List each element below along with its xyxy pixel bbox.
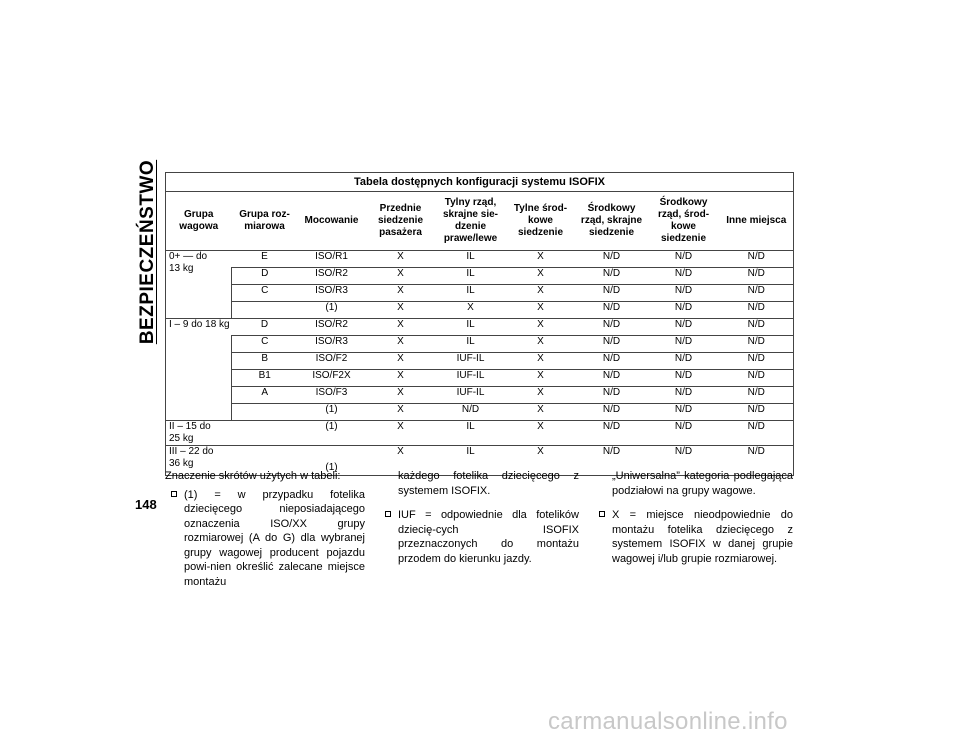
table-cell: ISO/R3 <box>298 336 366 353</box>
table-cell: B <box>232 353 298 370</box>
column-header: Środkowy rząd, środ- kowe siedzenie <box>648 192 720 251</box>
column-header: Tylny rząd, skrajne sie- dzenie prawe/lewe <box>436 192 506 251</box>
column-header: Inne miejsca <box>720 192 794 251</box>
table-cell: ISO/R2 <box>298 319 366 336</box>
table-cell: X <box>436 302 506 319</box>
table-cell: N/D <box>576 268 648 285</box>
table-cell: N/D <box>720 370 794 387</box>
table-row <box>166 370 794 387</box>
table-cell: X <box>506 353 576 370</box>
table-cell: X <box>366 302 436 319</box>
table-body <box>166 251 794 476</box>
table-row <box>166 336 794 353</box>
watermark: carmanualsonline.info <box>548 708 788 735</box>
column-header: Mocowanie <box>298 192 366 251</box>
table-cell: X <box>506 285 576 302</box>
notes-column-2 <box>379 469 579 566</box>
table-cell: X <box>506 446 576 476</box>
table-cell: C <box>232 285 298 302</box>
table-cell: X <box>366 285 436 302</box>
table-cell: D <box>232 268 298 285</box>
table-cell: N/D <box>576 302 648 319</box>
table-cell: N/D <box>648 404 720 421</box>
square-bullet-icon <box>599 511 605 517</box>
square-bullet-icon <box>171 491 177 497</box>
column-header: Grupa roz- miarowa <box>232 192 298 251</box>
table-cell: D <box>232 319 298 336</box>
table-cell: X <box>506 387 576 404</box>
note-item: (1) = w przypadku fotelika dziecięcego nieposiadającego oznaczenia ISO/XX grupy rozmiarowej (A do G) dla wybranej grupy wagowej producent pojazdu powi-nien określić zalecane miejsce montażu <box>165 488 365 590</box>
column-header: Grupa wagowa <box>166 192 232 251</box>
table-cell: ISO/F2X <box>298 370 366 387</box>
table-cell: IL <box>436 421 506 446</box>
table-cell: X <box>506 302 576 319</box>
table-cell: X <box>366 387 436 404</box>
table-cell: X <box>366 353 436 370</box>
table-row <box>166 421 794 446</box>
notes-column-1 <box>165 469 365 589</box>
table-cell: X <box>366 370 436 387</box>
note-continuation: każdego fotelika dziecięcego z systemem ISOFIX. <box>398 470 579 497</box>
table-cell: ISO/F2 <box>298 353 366 370</box>
table-cell: N/D <box>648 353 720 370</box>
table-row <box>166 285 794 302</box>
table-cell: X <box>366 421 436 446</box>
weight-group-cell: III – 22 do 36 kg <box>166 446 232 476</box>
table-cell: N/D <box>720 268 794 285</box>
table-cell: N/D <box>576 319 648 336</box>
notes-intro: Znaczenie skrótów użytych w tabeli: <box>165 470 341 482</box>
table-cell: X <box>366 404 436 421</box>
table-cell: N/D <box>648 268 720 285</box>
table-row <box>166 404 794 421</box>
table-cell: (1) <box>298 421 366 446</box>
table-cell: N/D <box>576 353 648 370</box>
table-cell: N/D <box>576 404 648 421</box>
table-cell: N/D <box>576 370 648 387</box>
table-cell: X <box>506 421 576 446</box>
column-header: Tylne środ- kowe siedzenie <box>506 192 576 251</box>
table-cell: N/D <box>576 446 648 476</box>
table-cell: N/D <box>576 336 648 353</box>
table-cell: N/D <box>648 446 720 476</box>
weight-group-cell: I – 9 do 18 kg <box>166 319 232 421</box>
table-cell: ISO/R2 <box>298 268 366 285</box>
section-side-title <box>134 159 162 345</box>
table-cell: IUF-IL <box>436 353 506 370</box>
table-cell: IL <box>436 336 506 353</box>
table-cell: N/D <box>648 336 720 353</box>
table-cell: N/D <box>720 404 794 421</box>
table-cell: N/D <box>720 421 794 446</box>
table-cell: N/D <box>436 404 506 421</box>
table-cell: N/D <box>648 302 720 319</box>
table-cell: ISO/F3 <box>298 387 366 404</box>
table-cell: X <box>366 251 436 268</box>
table-row <box>166 251 794 268</box>
table-cell: N/D <box>648 251 720 268</box>
table-cell <box>232 302 298 319</box>
table-cell: ISO/R1 <box>298 251 366 268</box>
table-cell: N/D <box>720 302 794 319</box>
table-header-row <box>166 192 794 251</box>
table-cell: N/D <box>648 370 720 387</box>
weight-group-cell: II – 15 do 25 kg <box>166 421 232 446</box>
table-cell: N/D <box>720 387 794 404</box>
isofix-table <box>165 172 794 476</box>
table-cell: B1 <box>232 370 298 387</box>
table-cell: A <box>232 387 298 404</box>
table-cell: N/D <box>648 319 720 336</box>
table-cell: N/D <box>648 387 720 404</box>
notes-column-3 <box>593 469 793 566</box>
table-cell: X <box>506 336 576 353</box>
table-cell: N/D <box>576 251 648 268</box>
note-item: IUF = odpowiednie dla fotelików dziecię-cych ISOFIX przeznaczonych do montażu przodem do kierunku jazdy. <box>379 508 579 566</box>
table-cell: N/D <box>720 251 794 268</box>
table-cell: X <box>506 251 576 268</box>
table-cell: ISO/R3 <box>298 285 366 302</box>
table-cell: X <box>366 446 436 476</box>
table-cell: N/D <box>576 387 648 404</box>
table-cell: IL <box>436 251 506 268</box>
table-cell <box>232 421 298 446</box>
table-cell: E <box>232 251 298 268</box>
note-continuation: „Uniwersalna” kategoria podlegająca podziałowi na grupy wagowe. <box>612 470 793 497</box>
table-cell: X <box>366 319 436 336</box>
table-cell: X <box>506 404 576 421</box>
table-cell: N/D <box>720 285 794 302</box>
table-cell: N/D <box>720 446 794 476</box>
table-cell: N/D <box>720 319 794 336</box>
table-cell: IL <box>436 446 506 476</box>
table-cell: X <box>366 336 436 353</box>
page-number: 148 <box>135 497 157 512</box>
table-row <box>166 387 794 404</box>
table-cell: X <box>506 268 576 285</box>
table-cell: X <box>506 370 576 387</box>
square-bullet-icon <box>385 511 391 517</box>
column-header: Środkowy rząd, skrajne siedzenie <box>576 192 648 251</box>
note-item: X = miejsce nieodpowiednie do montażu fotelika dziecięcego z systemem ISOFIX w danej grupie wagowej i/lub grupie rozmiarowej. <box>593 508 793 566</box>
table-row <box>166 353 794 370</box>
table-cell: N/D <box>720 336 794 353</box>
section-title-text: BEZPIECZEŃSTWO <box>137 159 158 345</box>
table-cell: IUF-IL <box>436 387 506 404</box>
table-cell: X <box>366 268 436 285</box>
table-cell: N/D <box>648 285 720 302</box>
table-row <box>166 302 794 319</box>
weight-group-cell: 0+ — do 13 kg <box>166 251 232 319</box>
table-title: Tabela dostępnych konfiguracji systemu ISOFIX <box>166 173 794 192</box>
table-row <box>166 268 794 285</box>
table-cell: C <box>232 336 298 353</box>
table-cell: X <box>506 319 576 336</box>
table-cell: (1) <box>298 404 366 421</box>
column-header: Przednie siedzenie pasażera <box>366 192 436 251</box>
table-cell: N/D <box>576 421 648 446</box>
table-cell: IL <box>436 285 506 302</box>
table-cell: IL <box>436 319 506 336</box>
table-row <box>166 319 794 336</box>
table-cell <box>232 404 298 421</box>
table-cell: IUF-IL <box>436 370 506 387</box>
table-cell: (1) <box>298 446 366 476</box>
table-cell: N/D <box>720 353 794 370</box>
table-cell: IL <box>436 268 506 285</box>
table-cell: N/D <box>576 285 648 302</box>
table-cell: N/D <box>648 421 720 446</box>
table-cell: (1) <box>298 302 366 319</box>
